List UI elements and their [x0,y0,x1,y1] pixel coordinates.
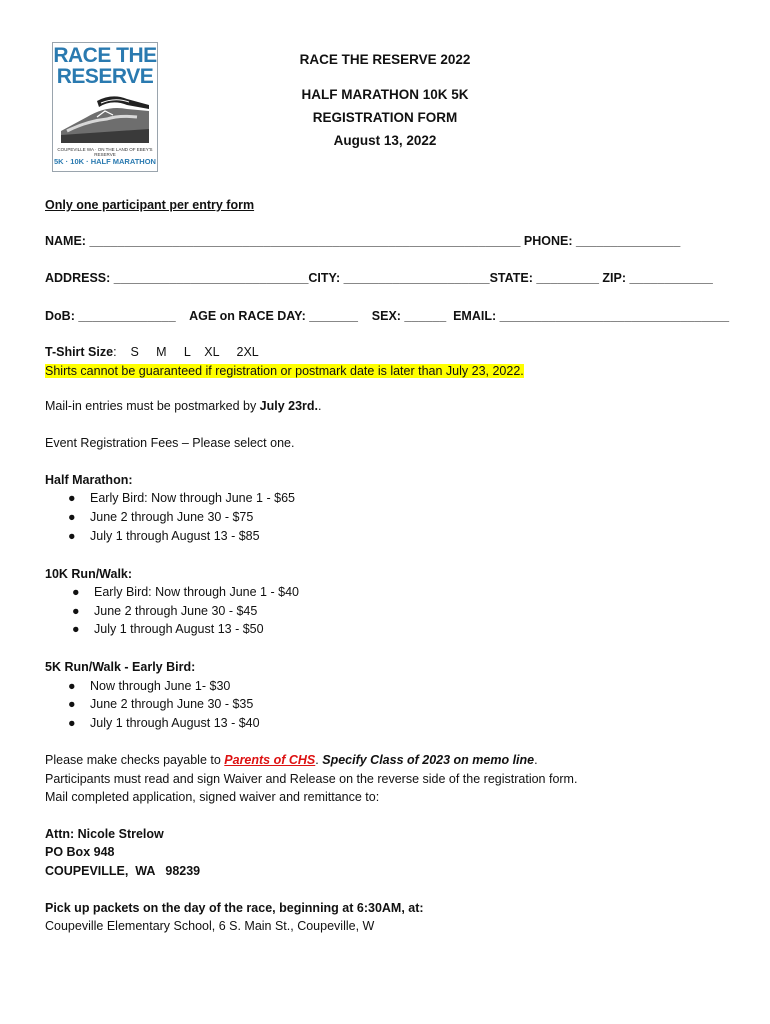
five-k-fee-label: July 1 through August 13 - $40 [90,716,260,730]
checks-prefix: Please make checks payable to [45,753,225,767]
five-k-fee-label: June 2 through June 30 - $35 [90,697,254,711]
five-k-fee-option[interactable] [68,697,253,711]
five-k-fee-option[interactable] [68,679,230,693]
pickup-title: Pick up packets on the day of the race, beginning at 6:30AM, at: [45,901,424,915]
pickup-location: Coupeville Elementary School, 6 S. Main St., Coupeville, W [45,919,375,933]
checks-period: . [315,753,323,767]
mailin-prefix: Mail-in entries must be postmarked by [45,399,260,413]
waiver-note: Participants must read and sign Waiver and Release on the reverse side of the registration form. [45,772,578,786]
bullet-icon: ● [68,716,76,730]
logo-title-line2: RESERVE [56,65,154,88]
memo-instruction: Specify Class of 2023 on memo line [322,753,535,767]
logo-subtitle: COUPEVILLE WA · ON THE LAND OF EBEY'S RESERVE [57,147,153,157]
half-fee-option[interactable] [68,529,260,543]
half-fee-label: June 2 through June 30 - $75 [90,510,254,524]
shirt-notice [45,364,524,378]
registration-heading: REGISTRATION FORM [312,110,458,125]
attn-line: Attn: Nicole Strelow [45,827,164,841]
half-marathon-title: Half Marathon: [45,473,133,487]
bullet-icon: ● [72,604,80,618]
dob-age-sex-email-field[interactable]: DoB: ______________ AGE on RACE DAY: _______ SEX: ______ EMAIL: _________________________________ [45,309,730,323]
logo-landscape-icon [57,91,153,147]
ten-k-fee-option[interactable] [72,622,264,636]
po-box-line: PO Box 948 [45,845,115,859]
mail-note: Mail completed application, signed waiver and remittance to: [45,790,380,804]
bullet-icon: ● [72,585,80,599]
bullet-icon: ● [68,529,76,543]
tshirt-label: T-Shirt Size [45,345,114,359]
mailin-suffix: . [318,399,322,413]
logo-footer: 5K · 10K · HALF MARATHON [54,157,156,166]
bullet-icon: ● [68,491,76,505]
ten-k-title: 10K Run/Walk: [45,567,133,581]
one-participant-note: Only one participant per entry form [45,198,255,212]
logo-title [53,45,157,87]
half-fee-option[interactable] [68,491,295,505]
event-date: August 13, 2022 [333,133,437,148]
ten-k-fee-option[interactable] [72,604,257,618]
five-k-fee-option[interactable] [68,716,260,730]
mailin-date: July 23rd. [259,399,319,413]
half-fee-label: July 1 through August 13 - $85 [90,529,260,543]
ten-k-fee-option[interactable] [72,585,299,599]
bullet-icon: ● [68,679,76,693]
logo-title-line1: RACE THE [53,44,157,67]
tshirt-sizes[interactable]: : S M L XL 2XL [113,345,259,359]
ten-k-fee-label: July 1 through August 13 - $50 [94,622,264,636]
half-fee-label: Early Bird: Now through June 1 - $65 [90,491,295,505]
form-title: RACE THE RESERVE 2022 [299,52,471,67]
events-heading: HALF MARATHON 10K 5K [301,87,469,102]
bullet-icon: ● [68,697,76,711]
shirt-notice-text: Shirts cannot be guaranteed if registration or postmark date is later than July 23, 2022. [45,364,524,378]
fees-intro: Event Registration Fees – Please select one. [45,436,295,450]
ten-k-fee-label: June 2 through June 30 - $45 [94,604,258,618]
name-phone-field[interactable]: NAME: ______________________________________________________________ PHONE: _______________ [45,234,681,248]
checks-payable-note [45,753,538,767]
mailin-note [45,399,322,413]
ten-k-fee-label: Early Bird: Now through June 1 - $40 [94,585,299,599]
five-k-title: 5K Run/Walk - Early Bird: [45,660,196,674]
address-field[interactable]: ADDRESS: ____________________________CITY: _____________________STATE: _________ ZIP: ____________ [45,271,713,285]
five-k-fee-label: Now through June 1- $30 [90,679,231,693]
bullet-icon: ● [68,510,76,524]
city-line: COUPEVILLE, WA 98239 [45,864,201,878]
tshirt-size-row[interactable] [45,345,259,359]
half-fee-option[interactable] [68,510,253,524]
memo-period: . [534,753,538,767]
payee-name: Parents of CHS [224,753,316,767]
race-logo [52,42,158,172]
bullet-icon: ● [72,622,80,636]
